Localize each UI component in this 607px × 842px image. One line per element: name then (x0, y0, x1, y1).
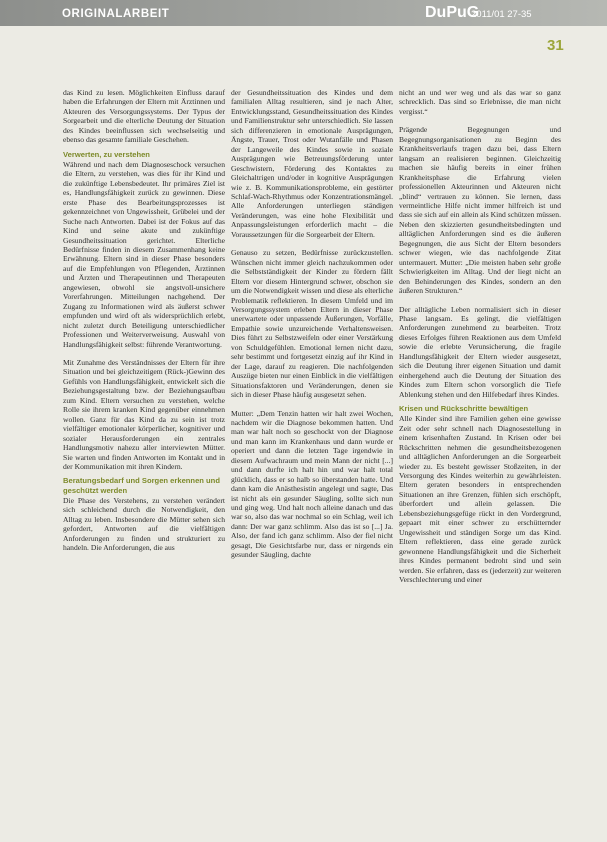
paragraph: Während und nach dem Diagnoseschock versuchen die Eltern, zu verstehen, was dies für ihr Kind und die zukünftige Lebensbedeutet. Ihr primäres Ziel ist es, Handlungsfähigkeit zurück zu gewinnen. Diese erste Phase des Bearbeitungsprozesses ist gekennzeichnet von Ungewissheit, Grübelei und der Suche nach Antworten. Dabei ist der Fokus auf das Kind und seine akute und zukünftige Gesundheitssituation gerichtet. Elterliche Bedürfnisse finden in diesem Zusammenhang keine Erwähnung. Eltern sind in dieser Phase besonders auf die Empfehlungen von Pflegenden, Ärztinnen und Ärzten und Therapeutinnen und Therapeuten angewiesen, obwohl sie angstvoll-unsichere Vorerfahrungen. Mitteilungen nachgehend. Der Zugang zu Informationen wird als äußerst schwer empfunden und wird oft als widersprüchlich erlebt, nicht zuletzt durch Beteiligung unterschiedlicher Professionen und Weiterverweisung. Auswahl von Handlungsfähigkeit selbst: führende Verantwortung. (63, 159, 225, 349)
paragraph: der Gesundheitssituation des Kindes und dem familialen Alltag resultieren, sind je nach Alter, Entwicklungsstand, Gesundheitssituation des Kindes und Familienstruktur sehr unterschiedlich. Sie lassen sich differenzieren in emotionale Ausprägungen, Ängste, Trauer, Trost oder Wutanfälle und Phasen der Langeweile des Kindes sowie in soziale Ausprägungen wie Betreuungsförderung unter Geschwistern, Förderung des Kontaktes zu Gleichaltrigen und/oder in kognitive Ausprägungen wie z. B. Kommunikationsprobleme, ein gestörter Schlaf-Wach-Rhythmus oder Konzentrationsmängel. Alle Anforderungen unterliegen ständigen Veränderungen, was eine hohe Flexibilität und Anpassungsleistungen erforderlich macht – die Voraussetzungen für die Sorgearbeit der Eltern. (231, 88, 393, 239)
text-column-3 (399, 88, 561, 584)
paragraph: Die Phase des Verstehens, zu verstehen verändert sich schleichend durch die Notwendigkeit, den Alltag zu leben. Insbesondere die Mütter sehen sich gefordert, Antworten auf die vielfältigen Anforderungen zu finden und strukturiert zu handeln. Die Anforderungen, die aus (63, 495, 225, 553)
text-column-2 (231, 88, 393, 560)
subheading: Beratungsbedarf und Sorgen erkennen und geschützt werden (63, 476, 220, 495)
paragraph: Alle Kinder sind ihre Familien gehen eine gewisse Zeit oder sehr schnell nach Diagnosestellung in einem krisenhaften Zustand. In Krisen oder bei Rückschritten nehmen die gesundheitsbezogenen und alltäglichen Anforderungen an die Sorgearbeit wieder zu. Es besteht gewisser Stoßzeiten, in der Versorgung des Kindes weiterhin zu gewährleisten. Eltern geraten besonders in entsprechenden Situationen an ihre Grenzen, fühlen sich erschöpft, überfordert und allein gelassen. Die Lebensbeziehungsgefüge rückt in den Vordergrund, gepaart mit einer schwer zu erschütternder Ungewissheit und ständigen Sorge um das Kind. Eltern reflektieren, dass eine gerade zurück gewonnene Handlungsfähigkeit und die Sicherheit ihres Kindes permanent bedroht sind und sein werden. Sie erfahren, dass es (jederzeit) zur weiteren Verschlechterung und einer (399, 414, 561, 584)
paragraph: Der alltägliche Leben normalisiert sich in dieser Phase langsam. Es gelingt, die vielfältigen Anforderungen zunehmend zu bearbeiten. Trotz dieses Erfolges führen Reaktionen aus dem Umfeld sowie die erlebte Verunsicherung, die fragile Handlungsfähigkeit der Eltern wieder ausgesetzt, sich die Deutung ihrer eigenen Situation und damit einhergehend auch die Deutung der Situation des Kindes zum Eltern schon vorsorglich die Tiefe Ablenkung stehen und den Hilfebedarf ihres Kindes. (399, 304, 561, 399)
journal-name: DuPuG (425, 4, 480, 21)
page-number: 31 (547, 37, 564, 54)
paragraph: Mit Zunahme des Verständnisses der Eltern für ihre Situation und bei gleichzeitigem (Rück-)Gewinn des Gefühls von Handlungsfähigkeit, entwickelt sich die Beziehungsgestaltung bzw. der Beziehungsaufbau zum Kind. Eltern versuchen zu verstehen, welche Rolle sie ihrem kranken Kind gegenüber einnehmen wollen. Ganz für das Kind da zu sein ist trotz vielfältiger emotionaler körperlicher, kognitiver und sozialer Herausforderungen ein zentrales Handlungsmotiv nahezu aller interviewten Mütter. Sie warten und finden Antworten im Kontakt und in der Kommunikation mit ihren Kindern. (63, 357, 225, 471)
quote-paragraph: nicht an und wer weg und als das war so ganz schrecklich. Das sind so Erlebnisse, die man nicht vergisst.“ (399, 88, 561, 116)
text-column-1 (63, 88, 225, 553)
journal-issue: 2011/01 27-35 (471, 9, 532, 20)
paragraph: Prägende Begegnungen und Begegnungsorganisationen zu Beginn des Krankheitsverlaufs tragen dazu bei, dass Eltern langsam an realisieren beginnen. Gleichzeitig machen sie häufig bereits in einer frühen Krankheitsphase die Erfahrung vielen professionellen Akteurinnen und Akteuren nicht „blind“ vertrauen zu können. Sie lernen, dass vermeintliche Hilfe nicht immer hilfreich ist und dass sie sich auf ein allein als Kind schützen müssen. Neben den skizzierten gesundheitsbedingten und alltäglichen Anforderungen sind es die äußeren Begegnungen, die aus Sicht der Eltern besonders schwer wiegen, wie das nachfolgende Zitat untermauert. Mutter: „Die meisten haben sehr große Schwierigkeiten im Alltag. Und der liegt nicht an den Behinderungen des Kindes, sondern an den äußeren Strukturen.“ (399, 125, 561, 296)
section-title: ORIGINALARBEIT (62, 8, 170, 20)
subheading: Verwerten, zu verstehen (63, 149, 150, 159)
section-header-bar (0, 0, 607, 26)
subheading: Krisen und Rückschritte bewältigen (399, 404, 529, 414)
quote-paragraph: Mutter: „Dem Tenzin hatten wir halt zwei Wochen, nachdem wir die Diagnose bekommen hatten. Und man war halt noch so geschockt von der Diagnose und man kann im Krankenhaus und dann wurde er operiert und dann die letzten Tage irgendwie in diesem Aufwachraum und mein Mann der nicht [...] und dann durfte ich halt hin und war halt total glücklich, dass er so halb so überstanden hatte. Und dann kam die Anästhesistin angelegt und sagte, Das ist nicht als ein gesunder Säugling, sollte sich nun und ging weg. Und halt noch alleine danach und das war so, also das war nochmal so ein Schlag, weil ich dann: Der war ganz schlimm. Also das ist so [...] Ja. Also, der fand ich ganz schlimm. Also der fiel nicht gesagt, Die Gesichtsfarbe nur, dass er nirgends ein gesunder Säugling, dachte (231, 408, 393, 560)
paragraph: Genauso zu setzen, Bedürfnisse zurückzustellen. Wünschen nicht immer gleich nachzukommen oder die Selbstständigkeit der Kinder zu fördern fällt Eltern vor diesem Hintergrund schwer, obschon sie um die Notwendigkeit wissen und diese als elterliche Problematik reflektieren. In diesem Umfeld und im Versorgungssystem erleben Eltern in dieser Phase unerwartete oder unpassende Äußerungen, Vorfälle, Empathie sowie unzureichende Verhaltensweisen. Dies führt zu Selbstzweifeln oder einer Verstärkung von Schuldgefühlen. Emotional lernen nicht dazu, sehr bestimmt und fortgesetzt einzig auf ihr Kind in der Lage, darauf zu reagieren. Die nachfolgenden Auszüge bieten nur einen Einblick in die vielfältigen Situationsfaktoren und Veränderungen, denen sie sich in dieser Phase häufig ausgesetzt sehen. (231, 248, 393, 400)
paragraph: das Kind zu lesen. Möglichkeiten Einfluss darauf haben die Erfahrungen der Eltern mit Ärztinnen und Akteuren des Versorgungssystems. Der Typus der Sorgearbeit und die elterliche Deutung der Situation des Kindes beeinflussen sich wechselseitig und ebenso das gesamte familiale Geschehen. (63, 88, 225, 145)
